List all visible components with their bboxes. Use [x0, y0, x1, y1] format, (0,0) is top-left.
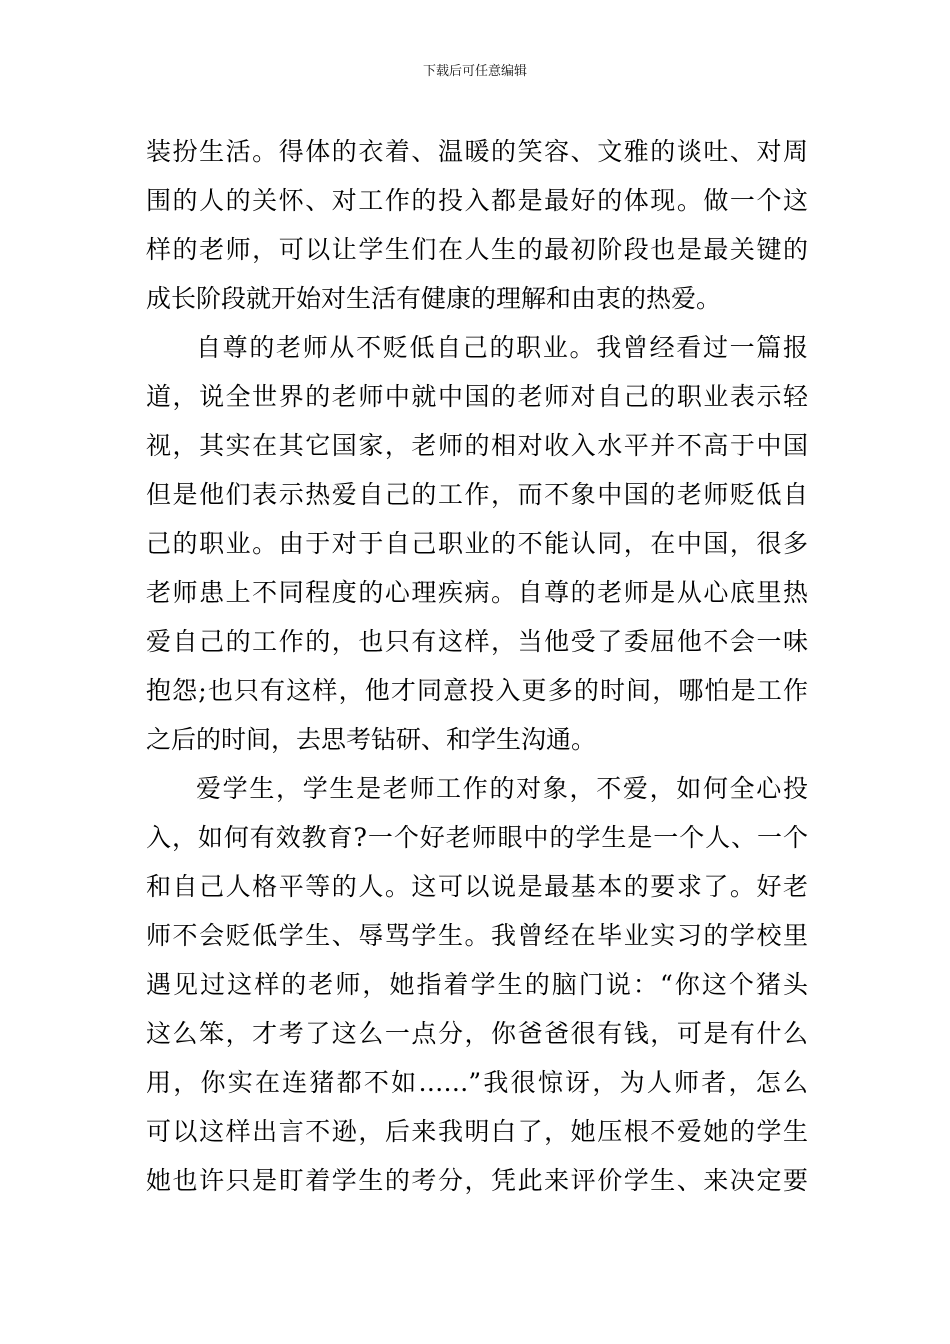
document-body	[146, 127, 808, 1205]
text-line: 用，你实在连猪都不如……”我很惊讶，为人师者，怎么	[146, 1068, 808, 1097]
text-line: 抱怨;也只有这样，他才同意投入更多的时间，哪怕是工作	[146, 676, 808, 705]
text-line: 老师患上不同程度的心理疾病。自尊的老师是从心底里热	[146, 578, 808, 607]
text-line: 之后的时间，去思考钻研、和学生沟通。	[146, 725, 597, 754]
paragraph-1	[146, 127, 808, 323]
text-line: 这么笨，才考了这么一点分，你爸爸很有钱，可是有什么	[146, 1019, 808, 1048]
text-line: 师不会贬低学生、辱骂学生。我曾经在毕业实习的学校里	[146, 921, 808, 950]
text-line: 可以这样出言不逊，后来我明白了，她压根不爱她的学生	[146, 1117, 808, 1146]
text-line: 遇见过这样的老师，她指着学生的脑门说：“你这个猪头	[146, 970, 808, 999]
page-header: 下载后可任意编辑	[422, 64, 527, 79]
text-line: 围的人的关怀、对工作的投入都是最好的体现。做一个这	[146, 186, 808, 215]
text-line: 道，说全世界的老师中就中国的老师对自己的职业表示轻	[146, 382, 808, 411]
paragraph-3	[146, 764, 808, 1205]
text-line: 装扮生活。得体的衣着、温暖的笑容、文雅的谈吐、对周	[146, 137, 808, 166]
text-line: 自尊的老师从不贬低自己的职业。我曾经看过一篇报	[196, 333, 808, 362]
text-line: 爱自己的工作的，也只有这样，当他受了委屈他不会一味	[146, 627, 808, 656]
text-line: 成长阶段就开始对生活有健康的理解和由衷的热爱。	[146, 284, 722, 313]
text-line: 爱学生，学生是老师工作的对象，不爱，如何全心投	[196, 774, 808, 803]
text-line: 和自己人格平等的人。这可以说是最基本的要求了。好老	[146, 872, 808, 901]
text-line: 己的职业。由于对于自己职业的不能认同，在中国，很多	[146, 529, 808, 558]
paragraph-2	[146, 323, 808, 764]
text-line: 她也许只是盯着学生的考分，凭此来评价学生、来决定要	[146, 1166, 808, 1195]
text-line: 样的老师，可以让学生们在人生的最初阶段也是最关键的	[146, 235, 808, 264]
text-line: 入，如何有效教育?一个好老师眼中的学生是一个人、一个	[146, 823, 808, 852]
text-line: 但是他们表示热爱自己的工作，而不象中国的老师贬低自	[146, 480, 808, 509]
text-line: 视，其实在其它国家，老师的相对收入水平并不高于中国	[146, 431, 808, 460]
